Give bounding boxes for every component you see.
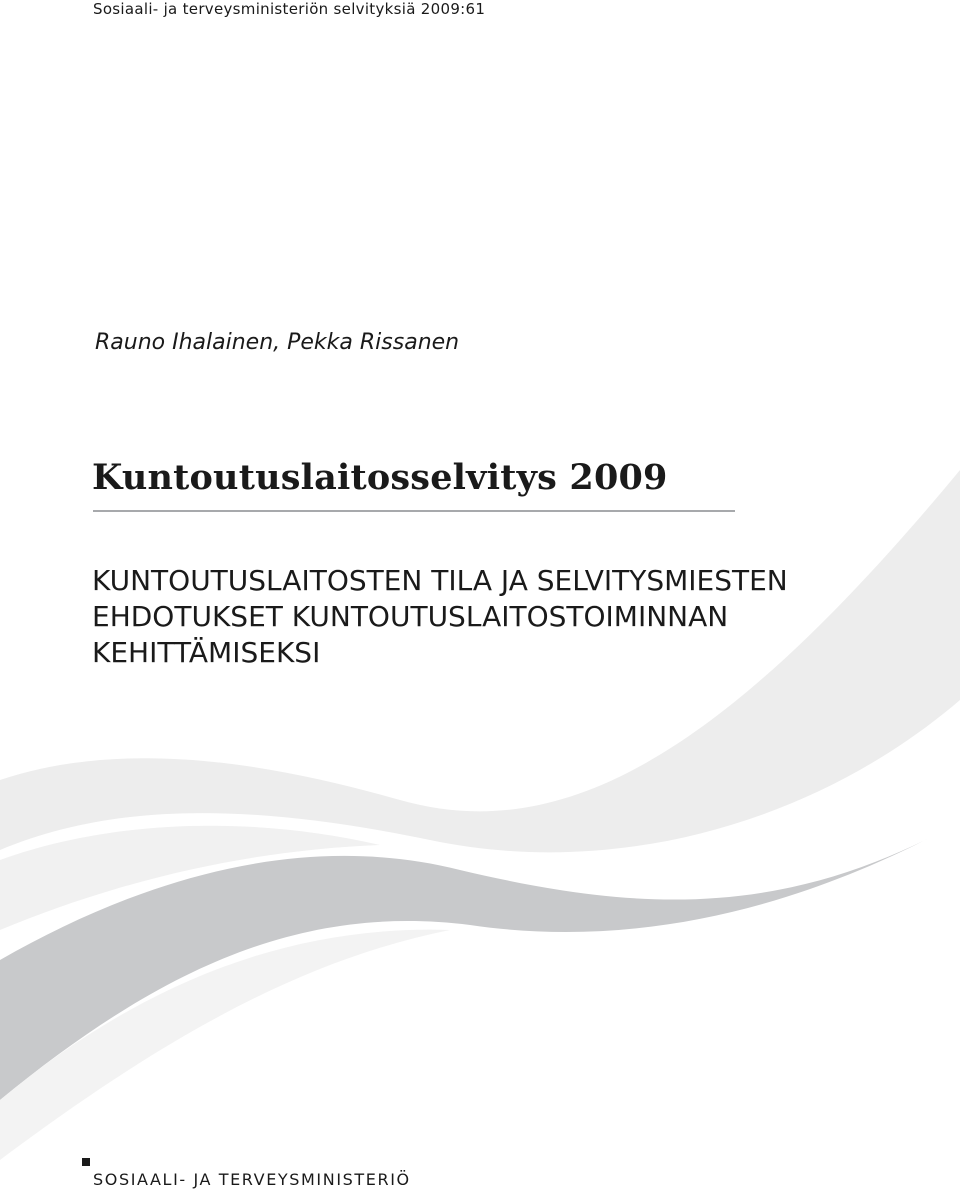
publisher-name: SOSIAALI- JA TERVEYSMINISTERIÖ	[93, 1170, 411, 1189]
document-title: Kuntoutuslaitosselvitys 2009	[92, 457, 668, 498]
subtitle-line: KEHITTÄMISEKSI	[92, 636, 321, 669]
subtitle-line: KUNTOUTUSLAITOSTEN TILA JA SELVITYSMIESTEN	[92, 564, 788, 597]
authors: Rauno Ihalainen, Pekka Rissanen	[95, 330, 460, 355]
title-divider	[93, 510, 735, 512]
document-subtitle	[92, 563, 852, 671]
series-line: Sosiaali- ja terveysministeriön selvityksiä 2009:61	[93, 0, 486, 18]
square-bullet-icon	[82, 1158, 90, 1166]
subtitle-line: EHDOTUKSET KUNTOUTUSLAITOSTOIMINNAN	[92, 600, 729, 633]
decorative-waves	[0, 440, 960, 1190]
